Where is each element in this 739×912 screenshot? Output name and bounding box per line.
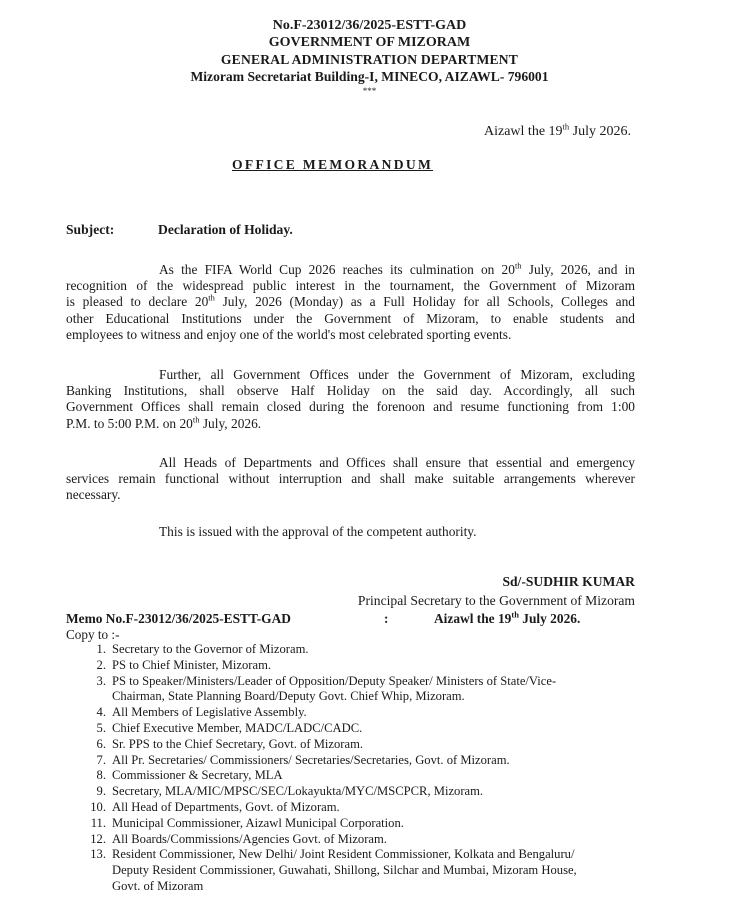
list-item-number: 8.: [96, 768, 106, 783]
list-item-text: Sr. PPS to the Chief Secretary, Govt. of Mizoram.: [112, 736, 364, 751]
list-item-text: All Boards/Commissions/Agencies Govt. of Mizoram.: [112, 831, 387, 846]
list-item-text: Commissioner & Secretary, MLA: [112, 768, 283, 783]
p1-line2: recognition of the widespread public interest in the tournament, the Government of Mizoram: [66, 278, 635, 294]
list-item-text: All Pr. Secretaries/ Commissioners/ Secretaries/Secretaries, Govt. of Mizoram.: [112, 752, 510, 767]
memo-colon: :: [384, 611, 389, 626]
list-item: [84, 768, 644, 784]
list-item: [84, 721, 644, 737]
p1-line5: employees to witness and enjoy one of the world's most celebrated sporting events.: [66, 326, 512, 342]
list-item-number: 5.: [96, 720, 106, 735]
list-item-text: Deputy Resident Commissioner, Guwahati, Shillong, Silchar and Mumbai, Mizoram House,: [112, 863, 577, 878]
subject-label: Subject:: [66, 222, 115, 237]
p1-line1a: As the FIFA World Cup 2026 reaches its culmination on 20: [159, 262, 515, 277]
list-item-text: Resident Commissioner, New Delhi/ Joint Resident Commissioner, Kolkata and Bengaluru/: [112, 847, 575, 862]
list-item: [84, 705, 644, 721]
list-item: [84, 800, 644, 816]
list-item-text: Chairman, State Planning Board/Deputy Govt. Chief Whip, Mizoram.: [112, 689, 465, 704]
list-item: [84, 674, 644, 706]
p1-line1-sup: th: [514, 260, 522, 271]
list-item-text: Govt. of Mizoram: [112, 878, 204, 893]
paragraph-half-holiday: [66, 367, 635, 432]
list-item-number: 4.: [96, 705, 106, 720]
list-item-number: 1.: [96, 642, 106, 656]
p3-line3: necessary.: [66, 487, 121, 503]
p1-line3-sup: th: [208, 292, 215, 303]
list-item-text: Secretary to the Governor of Mizoram.: [112, 642, 309, 656]
signatory-name: Sd/-SUDHIR KUMAR: [502, 574, 635, 589]
memo-number: Memo No.F-23012/36/2025-ESTT-GAD: [66, 611, 291, 626]
p2-line4a: P.M. to 5:00 P.M. on 20: [66, 415, 193, 431]
signatory-designation: Principal Secretary to the Government of Mizoram: [357, 593, 635, 608]
paragraph-holiday-declaration: [66, 262, 635, 343]
list-item-text: Municipal Commissioner, Aizawl Municipal Corporation.: [112, 815, 404, 830]
list-item-text: All Head of Departments, Govt. of Mizoram.: [112, 799, 340, 814]
paragraph-essential-services: [66, 455, 635, 504]
list-item-text: PS to Chief Minister, Mizoram.: [112, 657, 272, 672]
list-item: [84, 784, 644, 800]
p1-line4: other Educational Institutions under the Government of Mizoram, to enable students and: [66, 310, 635, 326]
list-item-text: Chief Executive Member, MADC/LADC/CADC.: [112, 720, 363, 735]
copy-to-list: [84, 642, 644, 895]
memo-date-sup: th: [511, 609, 519, 620]
list-item-number: 9.: [96, 784, 106, 799]
list-item-number: 11.: [90, 815, 106, 830]
list-item: [84, 816, 644, 832]
paragraph-line: [66, 416, 635, 432]
list-item-text: All Members of Legislative Assembly.: [112, 705, 307, 720]
p4-line1: This is issued with the approval of the competent authority.: [159, 524, 477, 539]
government-name: GOVERNMENT OF MIZORAM: [268, 35, 471, 50]
subject-line: [66, 222, 293, 238]
list-item-number: 12.: [90, 831, 106, 846]
paragraph-approval: [66, 524, 635, 540]
p2-line3: Government Offices shall remain closed during the forenoon and resume functioning from 1:00: [66, 399, 635, 415]
issue-date-prefix: Aizawl the 19: [484, 124, 563, 139]
paragraph-line: [66, 294, 635, 310]
p2-line4b: July, 2026.: [199, 415, 262, 431]
issue-date-suffix: July 2026.: [569, 124, 631, 139]
list-item: [84, 658, 644, 674]
p2-line1: Further, all Government Offices under the Government of Mizoram, excluding: [159, 367, 635, 382]
list-item-number: 6.: [96, 736, 106, 751]
department-name: GENERAL ADMINISTRATION DEPARTMENT: [220, 52, 519, 67]
list-item: [84, 642, 644, 658]
list-item: [84, 737, 644, 753]
list-item-text: Secretary, MLA/MIC/MPSC/SEC/Lokayukta/MYC/MSCPCR, Mizoram.: [112, 784, 484, 799]
list-item: [84, 832, 644, 848]
department-address: Mizoram Secretariat Building-I, MINECO, AIZAWL- 796001: [190, 69, 549, 84]
file-number: No.F-23012/36/2025-ESTT-GAD: [272, 18, 467, 33]
list-item-number: 2.: [96, 657, 106, 672]
p3-line1: All Heads of Departments and Offices shall ensure that essential and emergency: [159, 455, 635, 470]
list-item-number: 10.: [90, 799, 106, 814]
p2-line4-sup: th: [192, 414, 200, 425]
issue-date-sup: th: [562, 121, 570, 132]
paragraph-line: [66, 262, 635, 278]
list-item-text: PS to Speaker/Ministers/Leader of Opposition/Deputy Speaker/ Ministers of State/Vice-: [112, 673, 557, 688]
list-item-number: 3.: [96, 673, 106, 688]
header-separator: ***: [362, 86, 377, 96]
list-item: [84, 847, 644, 894]
list-item: [84, 753, 644, 769]
p3-line2: services remain functional without interruption and shall make suitable arrangements wherever: [66, 471, 635, 487]
memo-date: [434, 611, 580, 627]
list-item-number: 7.: [96, 752, 106, 767]
p1-line3b: July, 2026 (Monday) as a Full Holiday for all Schools, Colleges and: [214, 294, 635, 310]
p2-line2: Banking Institutions, shall observe Half Holiday on the said day. Accordingly, all such: [66, 383, 635, 399]
memo-date-prefix: Aizawl the 19: [434, 611, 512, 626]
memo-date-suffix: July 2026.: [518, 611, 581, 626]
subject-value: Declaration of Holiday.: [158, 222, 293, 237]
list-item-number: 13.: [90, 847, 106, 862]
issue-date: [484, 121, 631, 140]
copy-to-label: Copy to :-: [66, 627, 120, 642]
p1-line1b: July, 2026, and in: [521, 262, 635, 277]
document-title: OFFICE MEMORANDUM: [232, 157, 434, 172]
p1-line3a: is pleased to declare 20: [66, 294, 209, 310]
